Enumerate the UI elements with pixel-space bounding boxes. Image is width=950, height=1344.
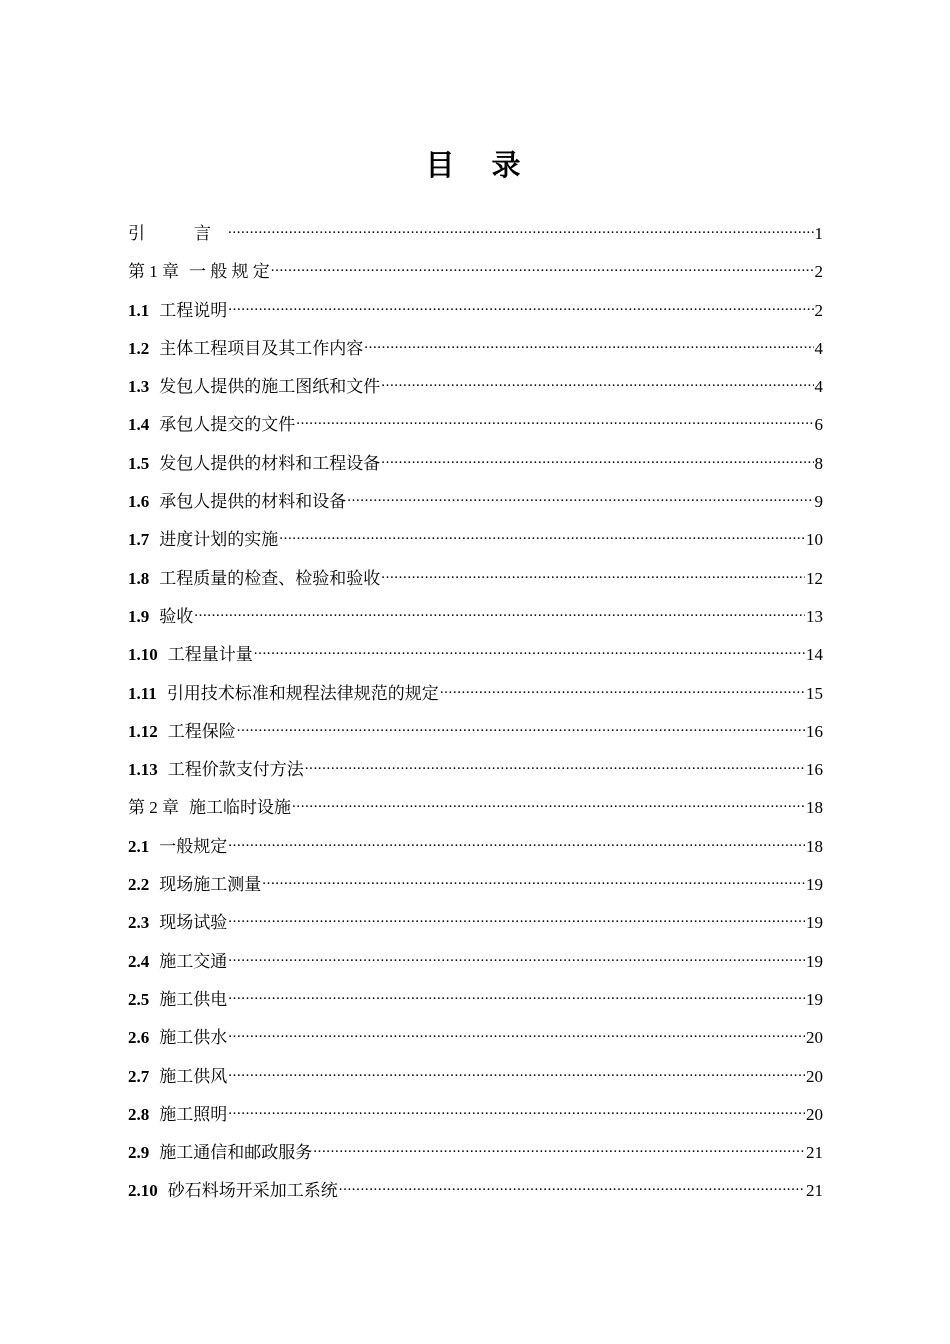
toc-entry[interactable] <box>128 483 823 521</box>
dot-leader <box>271 260 814 277</box>
dot-leader <box>254 643 805 660</box>
toc-entry-number: 2.4 <box>128 951 150 971</box>
toc-entry-text: 进度计划的实施 <box>159 530 279 550</box>
toc-entry-number: 1.4 <box>128 415 150 435</box>
toc-entry[interactable] <box>128 445 823 483</box>
toc-entry[interactable] <box>128 215 823 253</box>
toc-entry[interactable] <box>128 560 823 598</box>
dot-leader <box>228 911 805 928</box>
dot-leader <box>279 528 805 545</box>
dot-leader <box>381 567 805 584</box>
toc-entry-text: 承包人提交的文件 <box>159 415 296 435</box>
dot-leader <box>347 490 813 507</box>
toc-entry-page: 2 <box>814 262 823 282</box>
toc-entry[interactable] <box>128 368 823 406</box>
toc-entry-text: 施工供电 <box>159 989 228 1009</box>
toc-entry-number: 1.3 <box>128 377 150 397</box>
toc-entry-text: 施工临时设施 <box>189 798 291 818</box>
toc-entry-number: 2.5 <box>128 989 150 1009</box>
toc-entry-text: 引用技术标准和规程法律规范的规定 <box>166 683 439 703</box>
toc-entry[interactable] <box>128 751 823 789</box>
toc-entry-page: 9 <box>814 492 823 512</box>
toc-entry-page: 19 <box>806 951 823 971</box>
dot-leader <box>228 835 805 852</box>
toc-entry[interactable] <box>128 981 823 1019</box>
toc-entry[interactable] <box>128 904 823 942</box>
toc-entry-page: 2 <box>814 300 823 320</box>
toc-entry-page: 21 <box>806 1181 823 1201</box>
toc-entry[interactable] <box>128 675 823 713</box>
dot-leader <box>237 720 805 737</box>
toc-entry-text: 发包人提供的材料和工程设备 <box>159 453 381 473</box>
toc-entry[interactable] <box>128 943 823 981</box>
toc-entry-page: 16 <box>806 721 823 741</box>
toc-entry-number: 2.1 <box>128 836 150 856</box>
toc-entry-number: 1.12 <box>128 721 158 741</box>
dot-leader <box>440 682 805 699</box>
toc-entry-text: 施工供水 <box>159 1028 228 1048</box>
dot-leader <box>194 605 805 622</box>
toc-entry-number: 1.13 <box>128 760 158 780</box>
toc-entry[interactable] <box>128 521 823 559</box>
toc-entry-page: 18 <box>806 798 823 818</box>
toc-entry-number: 2.9 <box>128 1143 150 1163</box>
toc-entry-text: 主体工程项目及其工作内容 <box>159 338 364 358</box>
toc-entry-text: 现场试验 <box>159 913 228 933</box>
dot-leader <box>228 1065 805 1082</box>
toc-entry-page: 12 <box>806 568 823 588</box>
dot-leader <box>296 413 813 430</box>
toc-title: 目 录 <box>425 150 525 182</box>
toc-entry-text: 工程说明 <box>159 300 228 320</box>
toc-entry[interactable] <box>128 598 823 636</box>
toc-entry[interactable] <box>128 292 823 330</box>
toc-entry[interactable] <box>128 828 823 866</box>
toc-entry-page: 19 <box>806 989 823 1009</box>
toc-entry-number: 1.2 <box>128 338 150 358</box>
toc-entry-number: 1.10 <box>128 645 158 665</box>
toc-entry-page: 19 <box>806 913 823 933</box>
toc-entry-number: 1.5 <box>128 453 150 473</box>
toc-entry-text: 承包人提供的材料和设备 <box>159 492 347 512</box>
toc-entry-text: 现场施工测量 <box>159 875 262 895</box>
toc-entry[interactable] <box>128 1019 823 1057</box>
toc-entry-number: 第 2 章 <box>128 798 179 818</box>
toc-entry-text: 施工通信和邮政服务 <box>159 1143 313 1163</box>
toc-entry-page: 18 <box>806 836 823 856</box>
toc-entry-chapter[interactable] <box>128 253 823 291</box>
toc-entry-number: 1.9 <box>128 606 150 626</box>
toc-entry-text: 施工照明 <box>159 1104 228 1124</box>
toc-entry-number: 1.6 <box>128 492 150 512</box>
dot-leader <box>339 1179 805 1196</box>
dot-leader <box>228 950 805 967</box>
toc-entry-number: 1.7 <box>128 530 150 550</box>
toc-entry-page: 20 <box>806 1066 823 1086</box>
toc-entry-number: 1.1 <box>128 300 150 320</box>
toc-entry-number: 2.10 <box>128 1181 158 1201</box>
toc-entry-page: 10 <box>806 530 823 550</box>
toc-entry-page: 6 <box>814 415 823 435</box>
toc-entry-number: 1.11 <box>128 683 157 703</box>
toc-entry-number: 2.2 <box>128 875 150 895</box>
toc-entry-number: 2.6 <box>128 1028 150 1048</box>
toc-entry-text: 工程质量的检查、检验和验收 <box>159 568 381 588</box>
toc-entry[interactable] <box>128 330 823 368</box>
toc-entry-text: 砂石料场开采加工系统 <box>167 1181 338 1201</box>
toc-entry-text: 一般规定 <box>159 836 228 856</box>
toc-entry-page: 8 <box>814 453 823 473</box>
toc-entry[interactable] <box>128 1096 823 1134</box>
dot-leader <box>381 452 813 469</box>
toc-entry[interactable] <box>128 1134 823 1172</box>
toc-entry-page: 20 <box>806 1028 823 1048</box>
toc-entry-page: 13 <box>806 606 823 626</box>
toc-entry-chapter[interactable] <box>128 789 823 827</box>
toc-entry-page: 21 <box>806 1143 823 1163</box>
toc-entry-text: 工程量计量 <box>167 645 253 665</box>
dot-leader <box>262 873 805 890</box>
toc-entry[interactable] <box>128 1172 823 1210</box>
toc-entry-number: 1.8 <box>128 568 150 588</box>
toc-entry-text: 验收 <box>159 606 194 626</box>
dot-leader <box>228 299 813 316</box>
toc-entry-number: 2.3 <box>128 913 150 933</box>
dot-leader <box>313 1141 805 1158</box>
toc-entry-page: 15 <box>806 683 823 703</box>
dot-leader <box>381 375 813 392</box>
dot-leader <box>228 1103 805 1120</box>
toc-entry-text: 施工供风 <box>159 1066 228 1086</box>
toc-entry-text: 发包人提供的施工图纸和文件 <box>159 377 381 397</box>
toc-list <box>128 215 823 1211</box>
toc-entry-text: 施工交通 <box>159 951 228 971</box>
toc-entry-number: 2.8 <box>128 1104 150 1124</box>
toc-entry-text: 工程保险 <box>167 721 236 741</box>
toc-entry-page: 16 <box>806 760 823 780</box>
toc-entry[interactable] <box>128 406 823 444</box>
dot-leader <box>292 796 805 813</box>
dot-leader <box>228 1026 805 1043</box>
toc-entry-page: 20 <box>806 1104 823 1124</box>
toc-entry-text: 工程价款支付方法 <box>167 760 304 780</box>
toc-entry[interactable] <box>128 636 823 674</box>
toc-entry[interactable] <box>128 866 823 904</box>
dot-leader <box>364 337 813 354</box>
toc-entry-page: 4 <box>814 338 823 358</box>
toc-entry-page: 19 <box>806 875 823 895</box>
dot-leader <box>228 988 805 1005</box>
toc-entry-page: 14 <box>806 645 823 665</box>
toc-entry-page: 4 <box>814 377 823 397</box>
toc-entry-number: 第 1 章 <box>128 262 179 282</box>
toc-entry-text: 引 言 <box>128 224 227 243</box>
toc-entry[interactable] <box>128 1058 823 1096</box>
dot-leader <box>228 222 814 239</box>
toc-entry-number: 2.7 <box>128 1066 150 1086</box>
toc-entry[interactable] <box>128 713 823 751</box>
toc-entry-text: 一 般 规 定 <box>189 262 270 282</box>
toc-entry-page: 1 <box>814 224 823 243</box>
dot-leader <box>305 758 805 775</box>
